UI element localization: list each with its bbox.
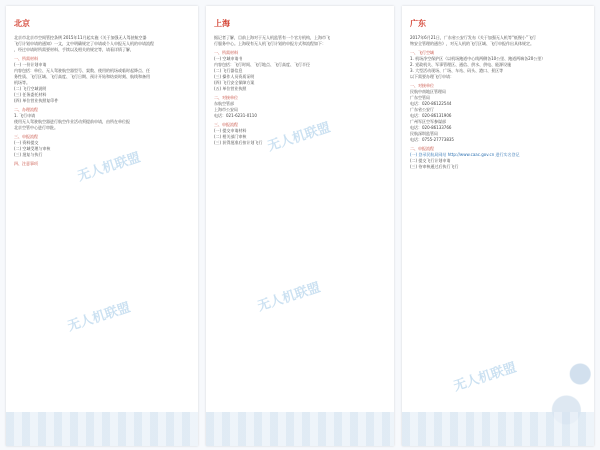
text-line: (一) 提交申请材料 — [214, 128, 247, 133]
text-line: 二、办理流程 — [14, 107, 38, 112]
text-line: 行服务中心。上海现有无人机飞行计划的申报方式和流程如下： — [214, 41, 326, 46]
watermark: 无人机联盟 — [255, 280, 323, 315]
text-line: 飞行计划申请的通知》一文，文中明确规定了申请或个人申报无人机的申请流程 — [14, 41, 154, 46]
text-line: (一) 登录民航局网站 http://www.caac.gov.cn 进行实名登记 — [410, 152, 520, 157]
text-line: 东航空管部 — [214, 101, 234, 106]
guangdong-panel — [402, 6, 594, 446]
text-line: 机场等。 — [14, 80, 30, 85]
text-line: 北京市北京市空间管控条例 2015年11月起实施《关于加强无人驾驶航空器 — [14, 35, 147, 40]
text-line: (一) 空域申请书 — [214, 56, 243, 61]
text-line: (三) 任务委托材料 — [14, 92, 47, 97]
watermark: 无人机联盟 — [75, 150, 143, 185]
text-line: (二) 提交飞行计划申请 — [410, 158, 451, 163]
text-line: 电话：020-86131906 — [410, 113, 452, 118]
text-line: 电话：021-6231-0110 — [214, 113, 257, 118]
text-line: (四) 单位营业执照复印件 — [14, 98, 59, 103]
watermark: 无人机联盟 — [265, 120, 333, 155]
text-line: 电话：020-86133766 — [410, 125, 452, 130]
text-line: (三) 待审核通过后执行飞行 — [410, 164, 459, 169]
text-line: 二、对接单位 — [214, 95, 238, 100]
text-line: 四、注意事项 — [14, 161, 38, 166]
text-line: (四) 飞行安全保障方案 — [214, 80, 255, 85]
wave-decoration — [402, 412, 594, 446]
text-line: (五) 单位营业执照 — [214, 86, 247, 91]
text-line: (一) 资料提交 — [14, 140, 39, 145]
text-line: 据记者了解，目前上海对于无人机监管有一个官方机构，上海市飞 — [214, 35, 330, 40]
text-line: (三) 批复与执行 — [14, 152, 43, 157]
text-line: 一、对接单位 — [410, 83, 434, 88]
text-line: 2. 党政机关、军事管理区、通信、供水、供电、能源设施 — [410, 62, 512, 67]
text-line: (二) 飞行器信息 — [214, 68, 243, 73]
watermark: 无人机联盟 — [65, 300, 133, 335]
text-line: (二) 相关部门审核 — [214, 134, 247, 139]
text-line: 务性质、飞行区域、飞行高度、飞行日期、预计开始和结束时刻、航线和备用 — [14, 74, 150, 79]
guangdong-text — [402, 35, 594, 170]
beijing-panel — [6, 6, 198, 446]
text-line: 民航深圳监管局 — [410, 131, 438, 136]
text-line: (三) 获得批准后按计划飞行 — [214, 140, 263, 145]
text-line: 2017年6月21日，广东省公安厅发布《关于加强无人机等“低慢小”飞行 — [410, 35, 536, 40]
text-line: 物安全管理的通告》，对无人机的飞行区域、飞行申报作出具体规定。 — [410, 41, 534, 46]
region-title-guangdong: 广东 — [410, 19, 426, 28]
text-line: 广东省公安厅 — [410, 107, 434, 112]
watermark: 无人机联盟 — [451, 360, 519, 395]
text-line: 电话：020-86122544 — [410, 101, 452, 106]
text-line: 北京空管中心进行审批。 — [14, 125, 58, 130]
text-line: (一) 一份计划申请 — [14, 62, 47, 67]
text-line: 广东空管局 — [410, 95, 430, 100]
wave-decoration — [206, 412, 394, 446]
text-line: 上海市公安局 — [214, 107, 238, 112]
text-line: 三、申报流程 — [14, 134, 38, 139]
region-title-shanghai: 上海 — [214, 19, 230, 28]
text-line: 1. 飞行申请 — [14, 113, 36, 118]
text-line: 1. 机场净空保护区（以机场跑道中心线两侧各10公里、跑道两端各20公里） — [410, 56, 546, 61]
beijing-text — [6, 35, 198, 167]
text-line: 电话：0755-27773835 — [410, 137, 454, 142]
region-title-beijing: 北京 — [14, 19, 30, 28]
text-line: 三、申报流程 — [214, 122, 238, 127]
text-line: 3. 大型活动现场、广场、车站、码头、港口、景区等 — [410, 68, 504, 73]
text-line: 内容包括：单位、无人驾驶航空器型号、架数、使用的机场或临时起降点、任 — [14, 68, 150, 73]
wave-decoration — [6, 412, 198, 446]
text-line: 二、申报流程 — [410, 146, 434, 151]
text-line: 一、所需材料 — [14, 56, 38, 61]
shanghai-panel — [206, 6, 394, 446]
text-line: 以下需要办理飞行申请： — [410, 74, 454, 79]
text-line: 一、飞行空域 — [410, 50, 434, 55]
text-line: (三) 操作人员资质证明 — [214, 74, 255, 79]
text-line: ，经过申请时所需要材料、手续以及相关的规定等，请看详情了解， — [14, 47, 134, 52]
text-line: 使用无人驾驶航空器进行航空作业活动须提前申请，由所在单位报 — [14, 119, 130, 124]
text-line: 一、所需材料 — [214, 50, 238, 55]
text-line: 民航中南地区管理局 — [410, 89, 446, 94]
text-line: 广州军区空军参谋部 — [410, 119, 446, 124]
text-line: (二) 飞行空域说明 — [14, 86, 47, 91]
text-line: (二) 空域受理与审核 — [14, 146, 51, 151]
text-line: 内容包括：飞行时间、飞行地点、飞行高度、飞行半径 — [214, 62, 310, 67]
